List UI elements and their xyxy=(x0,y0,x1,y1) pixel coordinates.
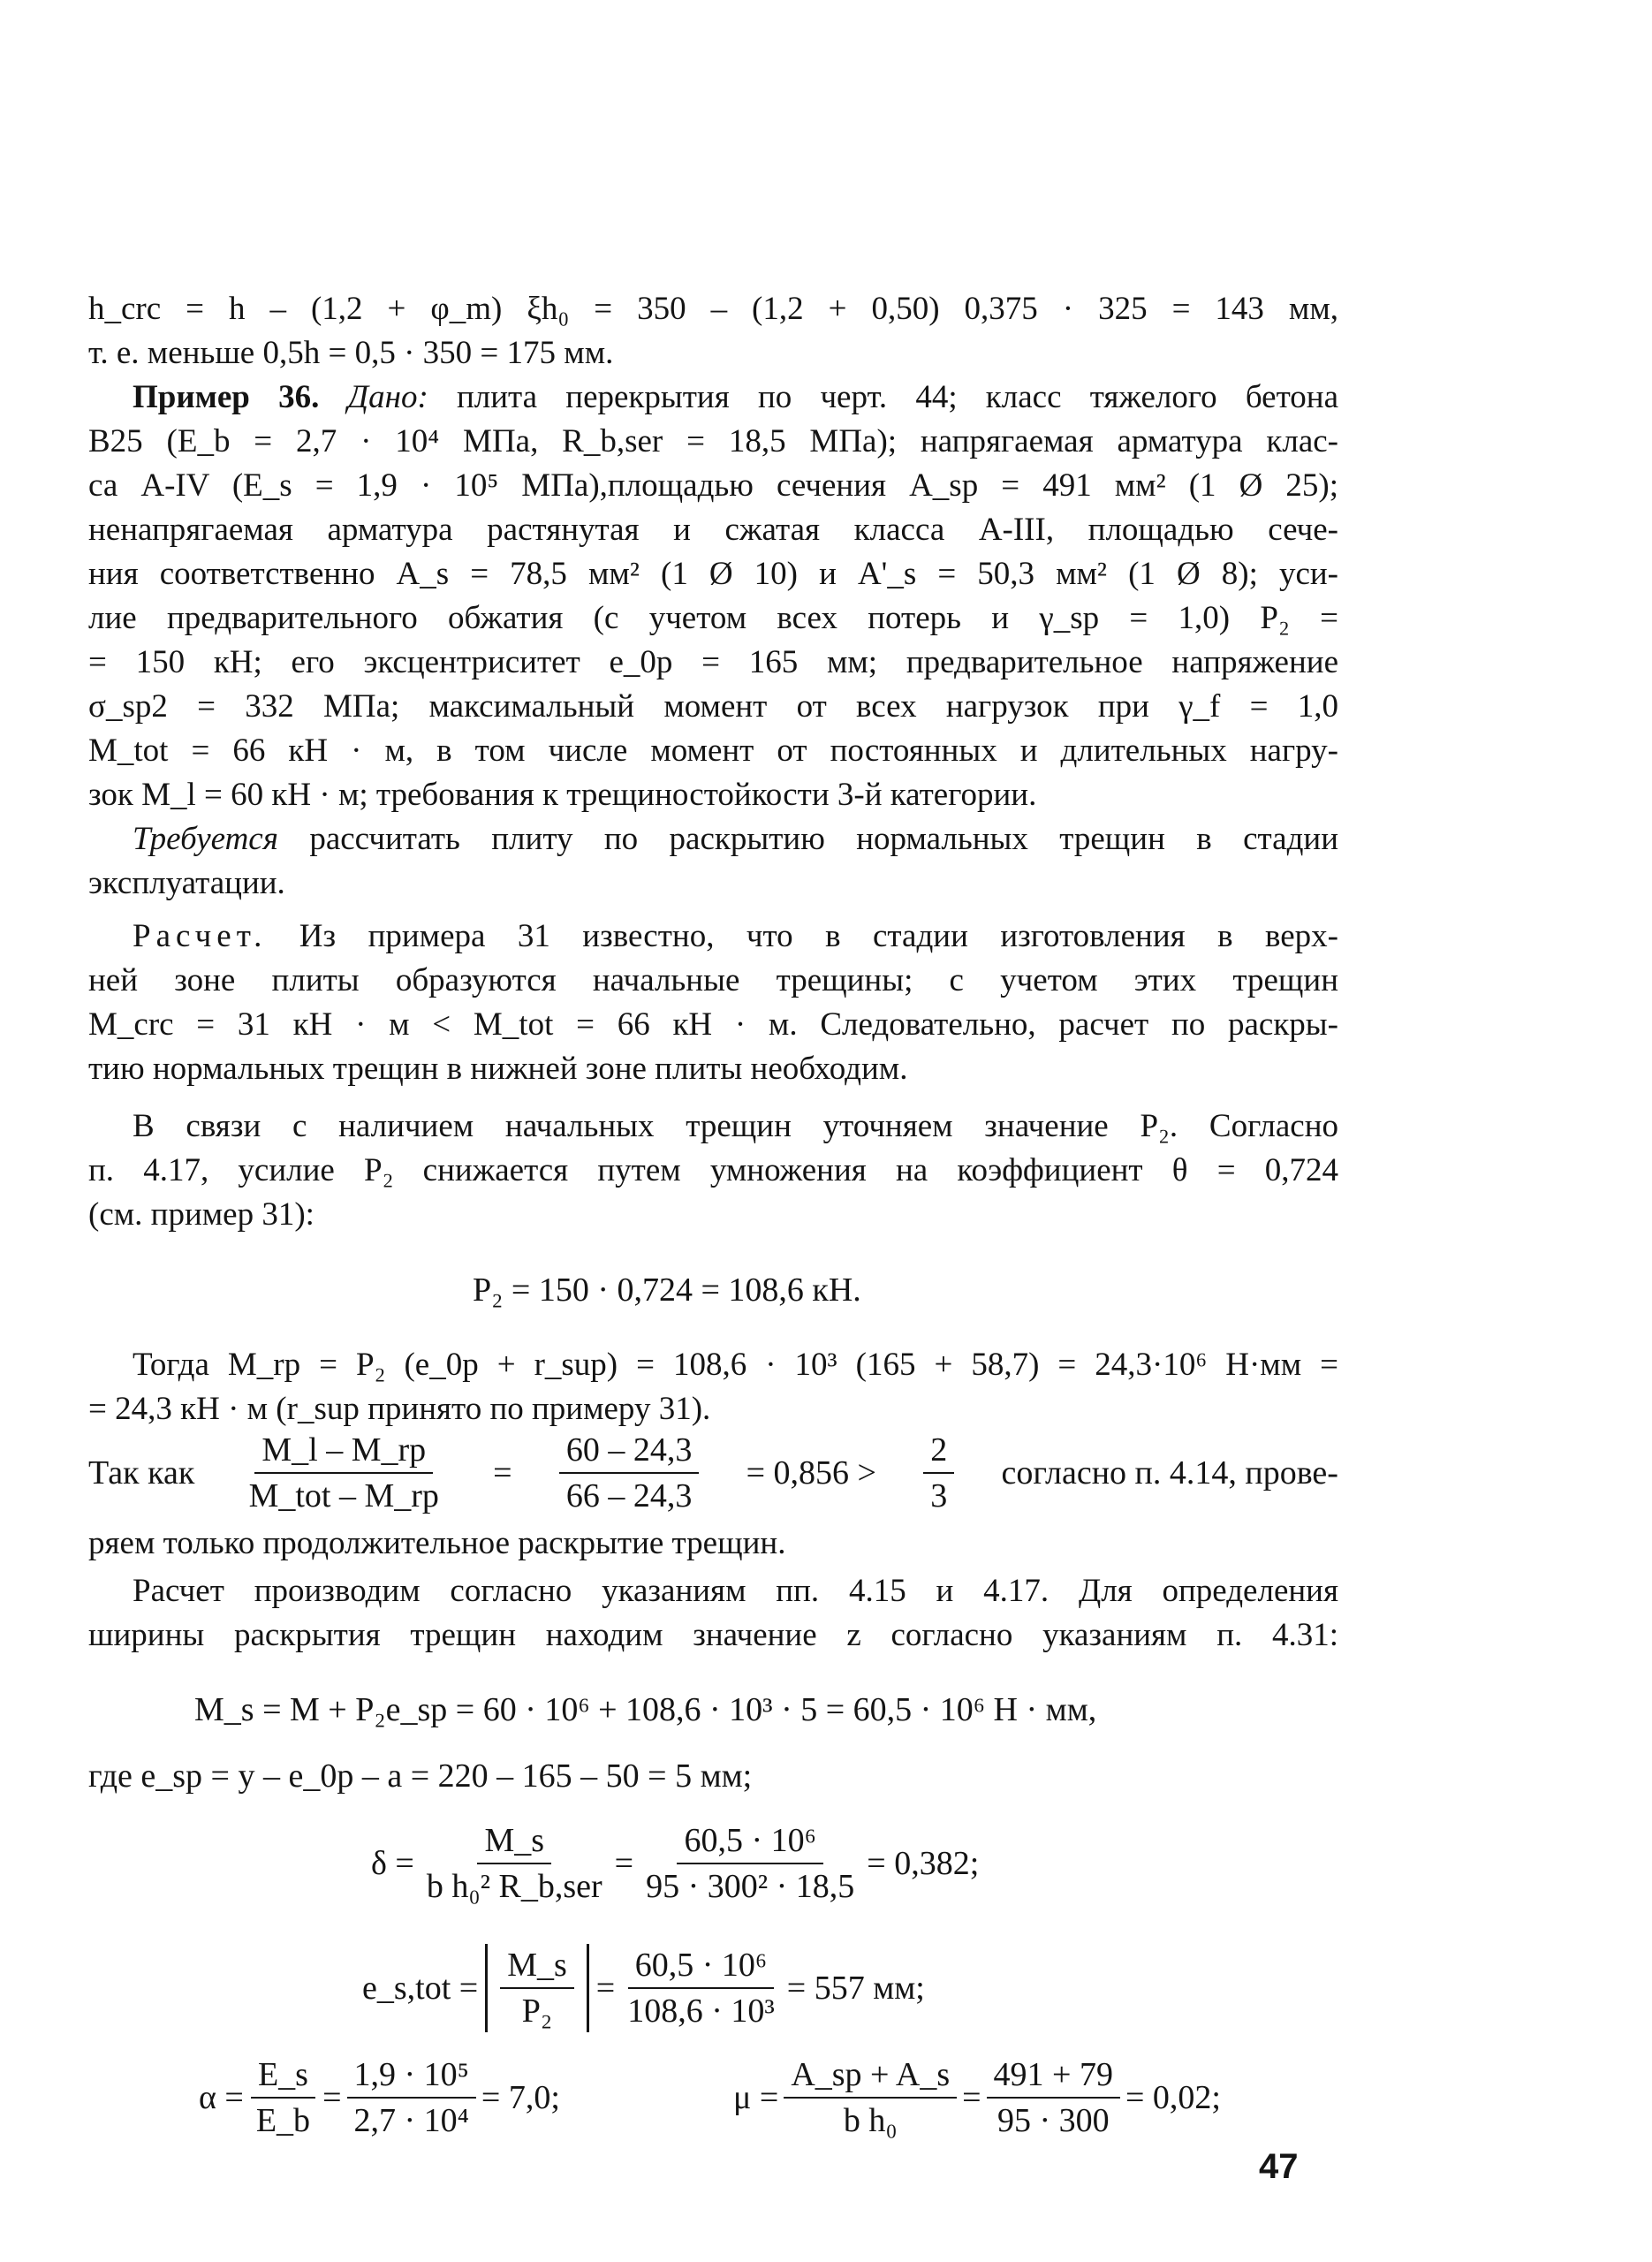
fraction xyxy=(242,1430,446,1516)
denominator: 95 · 300² · 18,5 xyxy=(646,1868,855,1905)
formula-lhs: α = xyxy=(199,2079,244,2116)
denominator: b h₀ xyxy=(843,2102,898,2139)
fraction xyxy=(923,1430,954,1516)
denominator: 2,7 · 10⁴ xyxy=(353,2102,469,2139)
fraction xyxy=(559,1430,700,1516)
text-line: ширины раскрытия трещин находим значение z согласно указаниям п. 4.31: xyxy=(88,1617,1338,1653)
text-line: ненапрягаемая арматура растянутая и сжатая класса А-III, площадью сече- xyxy=(88,512,1338,548)
example-title: Пример 36. xyxy=(133,379,320,415)
text-line: тию нормальных трещин в нижней зоне плиты необходим. xyxy=(88,1051,908,1087)
text-line: = 150 кН; его эксцентриситет e_0p = 165 мм; предварительное напряжение xyxy=(88,644,1338,680)
text-span: Из примера 31 известно, что в стадии изготовления в верх- xyxy=(299,918,1339,954)
fraction xyxy=(420,1820,610,1907)
denominator: 66 – 24,3 xyxy=(565,1477,693,1514)
equals-sign: = xyxy=(595,1970,616,2007)
denominator: b h₀² R_b,ser xyxy=(426,1868,602,1905)
page-number: 47 xyxy=(1259,2147,1299,2186)
text-line: В связи с наличием начальных трещин уточняем значение P₂. Согласно xyxy=(133,1108,1338,1144)
formula-es-tot xyxy=(362,1944,925,2032)
text-line: M_tot = 66 кН · м, в том числе момент от постоянных и длительных нагру- xyxy=(88,732,1338,769)
text-line: Тогда M_rp = P₂ (e_0p + r_sup) = 108,6 · 10³ (165 + 58,7) = 24,3·10⁶ Н·мм = xyxy=(133,1347,1338,1383)
text-span: рассчитать плиту по раскрытию нормальных трещин в стадии xyxy=(309,821,1339,857)
denominator: E_b xyxy=(255,2102,311,2139)
text-span: Так как xyxy=(88,1454,195,1492)
numerator: 2 xyxy=(923,1430,954,1474)
formula-lhs: δ = xyxy=(371,1845,414,1882)
abs-bar xyxy=(485,1944,488,2032)
text-line: эксплуатации. xyxy=(88,865,285,901)
text-line: са А-IV (E_s = 1,9 · 10⁵ МПа),площадью сечения A_sp = 491 мм² (1 Ø 25); xyxy=(88,467,1338,504)
text-span: плита перекрытия по черт. 44; класс тяжелого бетона xyxy=(456,379,1338,415)
text-line: = 24,3 кН · м (r_sup принято по примеру 31). xyxy=(88,1391,711,1427)
fraction xyxy=(784,2054,957,2141)
text-line: В25 (E_b = 2,7 · 10⁴ МПа, R_b,ser = 18,5 МПа); напрягаемая арматура клас- xyxy=(88,423,1338,459)
text-line: M_crc = 31 кН · м < M_tot = 66 кН · м. Следовательно, расчет по раскры- xyxy=(88,1006,1338,1043)
formula-p2: P₂ = 150 · 0,724 = 108,6 кН. xyxy=(473,1271,861,1309)
formula-mu xyxy=(733,2054,1221,2141)
numerator: M_s xyxy=(477,1820,551,1864)
calc-label: Расчет. xyxy=(133,918,268,954)
fraction xyxy=(347,2054,476,2141)
text-line: т. е. меньше 0,5h = 0,5 · 350 = 175 мм. xyxy=(88,335,614,371)
numerator: M_l – M_rp xyxy=(254,1430,433,1474)
fraction xyxy=(500,1945,574,2031)
numerator: 60,5 · 10⁶ xyxy=(628,1945,774,1989)
denominator: 3 xyxy=(930,1477,948,1514)
numerator: 60,5 · 10⁶ xyxy=(677,1820,822,1864)
denominator: M_tot – M_rp xyxy=(248,1477,439,1514)
required-line xyxy=(133,817,1338,862)
given-label: Дано: xyxy=(347,379,428,415)
example-heading-line xyxy=(133,376,1338,420)
formula-lhs: e_s,tot = xyxy=(362,1970,479,2007)
denominator: P₂ xyxy=(521,1993,553,2030)
fraction xyxy=(987,2054,1120,2141)
required-label: Требуется xyxy=(133,821,278,857)
denominator: 95 · 300 xyxy=(997,2102,1110,2139)
text-line: лие предварительного обжатия (с учетом всех потерь и γ_sp = 1,0) P₂ = xyxy=(88,600,1338,636)
formula-result: = 557 мм; xyxy=(786,1970,925,2007)
formula-result: = 0,382; xyxy=(867,1845,980,1882)
formula-lhs: μ = xyxy=(733,2079,779,2116)
numerator: 491 + 79 xyxy=(987,2054,1120,2099)
formula-alpha xyxy=(199,2054,560,2141)
numerator: 60 – 24,3 xyxy=(559,1430,700,1474)
text-line: п. 4.17, усилие P₂ снижается путем умножения на коэффициент θ = 0,724 xyxy=(88,1152,1338,1188)
formula-result: = 0,02; xyxy=(1125,2079,1221,2116)
ratio-formula-line xyxy=(88,1430,1338,1516)
calc-heading-line xyxy=(133,915,1338,959)
text-line: зок M_l = 60 кН · м; требования к трещиностойкости 3-й категории. xyxy=(88,777,1037,813)
numerator: M_s xyxy=(500,1945,574,1989)
equals-sign: = xyxy=(962,2079,981,2116)
text-line: ряем только продолжительное раскрытие трещин. xyxy=(88,1525,786,1561)
numerator: 1,9 · 10⁵ xyxy=(347,2054,476,2099)
text-span: = 0,856 > xyxy=(746,1454,876,1492)
fraction xyxy=(249,2054,317,2141)
formula-ms: M_s = M + P₂e_sp = 60 · 10⁶ + 108,6 · 10³ · 5 = 60,5 · 10⁶ Н · мм, xyxy=(194,1691,1097,1728)
formula-esp: где e_sp = y – e_0p – a = 220 – 165 – 50 = 5 мм; xyxy=(88,1757,753,1795)
fraction xyxy=(639,1820,861,1907)
abs-bar xyxy=(587,1944,589,2032)
equals-sign: = xyxy=(614,1845,634,1882)
text-span: согласно п. 4.14, прове- xyxy=(1001,1454,1338,1492)
equals-sign: = xyxy=(493,1454,512,1492)
denominator: 108,6 · 10³ xyxy=(627,1993,775,2030)
text-line: Расчет производим согласно указаниям пп. 4.15 и 4.17. Для определения xyxy=(133,1573,1338,1609)
text-line: σ_sp2 = 332 МПа; максимальный момент от всех нагрузок при γ_f = 1,0 xyxy=(88,688,1338,725)
text-line: ния соответственно A_s = 78,5 мм² (1 Ø 10) и A'_s = 50,3 мм² (1 Ø 8); уси- xyxy=(88,556,1338,592)
fraction xyxy=(620,1945,782,2031)
formula-result: = 7,0; xyxy=(481,2079,560,2116)
equals-sign: = xyxy=(322,2079,342,2116)
numerator: A_sp + A_s xyxy=(784,2054,957,2099)
formula-delta xyxy=(371,1820,979,1907)
text-line: (см. пример 31): xyxy=(88,1196,314,1233)
text-line: ней зоне плиты образуются начальные трещины; с учетом этих трещин xyxy=(88,962,1338,998)
text-line: h_crc = h – (1,2 + φ_m) ξh₀ = 350 – (1,2 + 0,50) 0,375 · 325 = 143 мм, xyxy=(88,291,1338,327)
numerator: E_s xyxy=(251,2054,315,2099)
